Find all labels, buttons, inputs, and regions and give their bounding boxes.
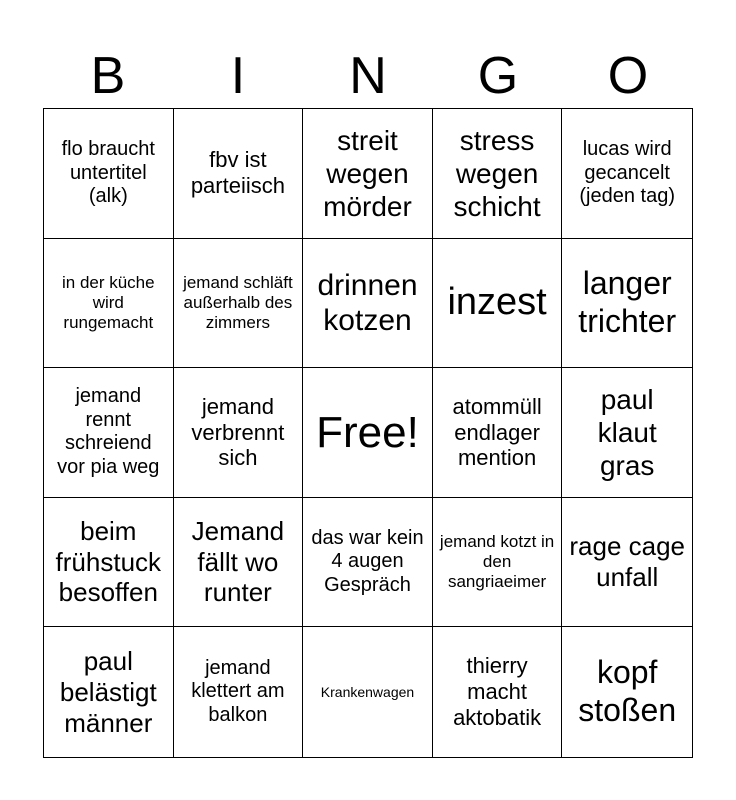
bingo-cell[interactable] [44, 239, 174, 369]
bingo-cell-label: das war kein 4 augen Gespräch [311, 526, 424, 596]
bingo-cell-label: stress wegen schicht [453, 124, 541, 222]
bingo-cell[interactable] [174, 239, 304, 369]
bingo-cell[interactable] [562, 627, 692, 757]
header-letter-b: B [90, 47, 126, 105]
bingo-cell[interactable] [303, 498, 433, 628]
bingo-cell[interactable] [433, 239, 563, 369]
bingo-cell-label: jemand verbrennt sich [191, 393, 285, 471]
bingo-cell-label: inzest [447, 281, 547, 324]
bingo-cell[interactable] [433, 109, 563, 239]
bingo-cell[interactable] [562, 368, 692, 498]
bingo-cell-label: drinnen kotzen [317, 268, 418, 337]
bingo-cell[interactable] [44, 368, 174, 498]
bingo-cell[interactable] [562, 498, 692, 628]
bingo-cell-label: thierry macht aktobatik [453, 653, 542, 731]
bingo-cell[interactable] [174, 627, 304, 757]
bingo-cell[interactable] [44, 627, 174, 757]
bingo-cell-label: jemand rennt schreiend vor pia weg [57, 385, 160, 479]
bingo-cell[interactable] [44, 498, 174, 628]
bingo-cell[interactable] [562, 239, 692, 369]
bingo-cell[interactable] [174, 498, 304, 628]
bingo-cell[interactable] [303, 627, 433, 757]
bingo-board [43, 108, 693, 758]
bingo-cell-label: in der küche wird rungemacht [61, 272, 155, 332]
bingo-cell-label: rage cage unfall [569, 531, 686, 593]
bingo-cell-label: lucas wird gecancelt (jeden tag) [579, 137, 675, 208]
bingo-cell-label: kopf stoßen [578, 654, 677, 729]
bingo-cell-label: beim frühstuck besoffen [55, 516, 162, 608]
bingo-cell-label: jemand kotzt in den sangriaeimer [439, 532, 555, 592]
bingo-cell[interactable] [433, 498, 563, 628]
bingo-cell-label: Krankenwagen [320, 683, 415, 700]
bingo-cell[interactable] [303, 109, 433, 239]
bingo-cell-label: streit wegen mörder [323, 124, 412, 222]
bingo-header [43, 46, 693, 106]
bingo-cell-label: fbv ist parteiisch [190, 147, 285, 199]
bingo-cell[interactable] [174, 368, 304, 498]
bingo-cell[interactable] [433, 627, 563, 757]
bingo-cell[interactable] [433, 368, 563, 498]
bingo-cell[interactable] [562, 109, 692, 239]
bingo-cell-label: jemand schläft außerhalb des zimmers [183, 272, 293, 332]
bingo-cell[interactable] [174, 109, 304, 239]
header-letter-n: N [349, 47, 387, 105]
header-letter-g: G [477, 47, 519, 105]
bingo-cell-label: atommüll endlager mention [452, 393, 542, 471]
bingo-cell-label: paul klaut gras [597, 383, 657, 481]
bingo-cell-label: flo braucht untertitel (alk) [61, 137, 155, 208]
free-space-label: Free! [316, 407, 419, 457]
header-letter-i: I [230, 47, 246, 105]
bingo-cell-label: Jemand fällt wo runter [191, 516, 285, 608]
bingo-cell[interactable] [44, 109, 174, 239]
bingo-cell-label: paul belästigt männer [59, 646, 157, 738]
free-space-cell[interactable] [303, 368, 433, 498]
bingo-cell[interactable] [303, 239, 433, 369]
bingo-cell-label: jemand klettert am balkon [191, 656, 285, 726]
bingo-cell-label: langer trichter [578, 265, 677, 339]
header-letter-o: O [607, 47, 649, 105]
